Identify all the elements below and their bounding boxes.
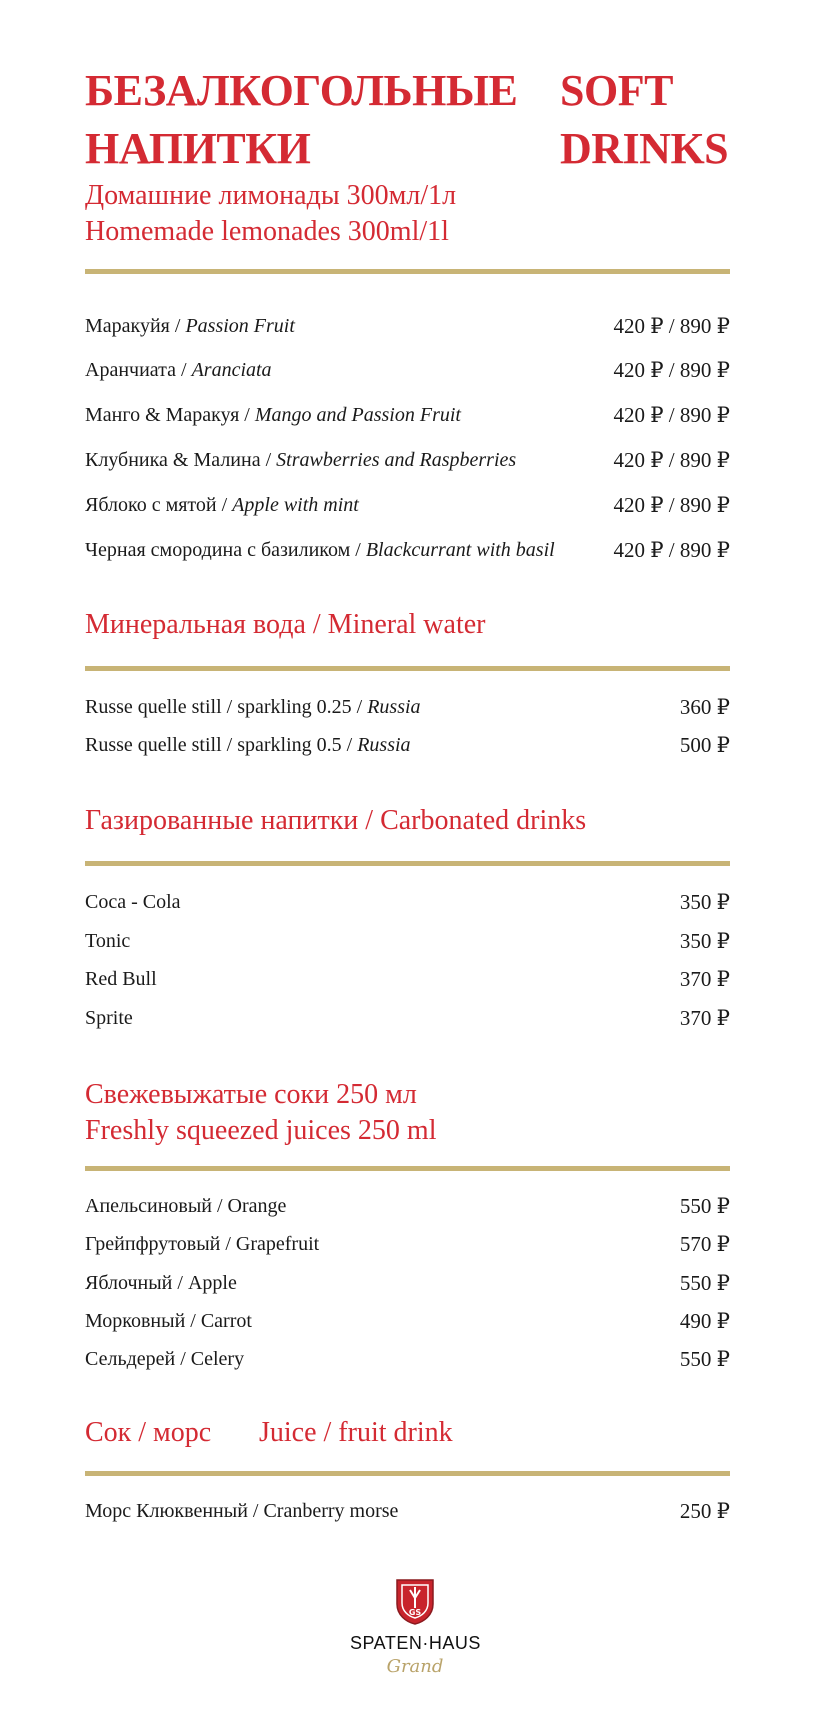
item-price: 550 ₽: [679, 1271, 730, 1295]
brand-name: SPATEN·HAUS: [350, 1633, 481, 1653]
juices-heading: [85, 1077, 436, 1149]
item-name: Морс Клюквенный / Cranberry morse: [85, 1500, 399, 1522]
item-price: 420 ₽ / 890 ₽: [613, 403, 730, 427]
carbonated-heading: [85, 803, 586, 839]
item-price: 420 ₽ / 890 ₽: [613, 538, 730, 562]
menu-item: [85, 445, 730, 475]
item-price: 570 ₽: [679, 1232, 730, 1256]
menu-item: [85, 490, 730, 520]
carbonated-heading-text: Газированные напитки / Carbonated drinks: [85, 805, 587, 836]
menu-item: [85, 1344, 730, 1374]
item-name: Аранчиата /: [85, 359, 192, 381]
item-name: Red Bull: [85, 968, 157, 990]
title-ru-line1: БЕЗАЛКОГОЛЬНЫЕ: [85, 66, 518, 115]
juices-heading-ru: Свежевыжатые соки 250 мл: [85, 1079, 417, 1110]
item-price: 500 ₽: [679, 733, 730, 757]
item-price: 420 ₽ / 890 ₽: [613, 314, 730, 338]
item-price: 250 ₽: [679, 1499, 730, 1523]
item-price: 420 ₽ / 890 ₽: [613, 358, 730, 382]
item-price: 370 ₽: [679, 1006, 730, 1030]
title-ru: [85, 62, 517, 178]
item-price: 490 ₽: [679, 1309, 730, 1333]
item-name: Яблоко с мятой /: [85, 494, 233, 516]
menu-item: [85, 400, 730, 430]
item-name-en: Russia: [357, 734, 411, 756]
item-name-en: Mango and Passion Fruit: [254, 404, 461, 426]
item-name: Клубника & Малина /: [85, 449, 277, 471]
item-name: Tonic: [85, 930, 131, 952]
item-price: 350 ₽: [679, 890, 730, 914]
menu-item: [85, 355, 730, 385]
emblem-letters: GS: [408, 1608, 422, 1617]
brand-sub: Grand: [386, 1656, 444, 1677]
item-name-en: Russia: [367, 696, 421, 718]
item-name: Маракуйя /: [85, 315, 186, 337]
menu-item: [85, 1229, 730, 1259]
mineral-heading: [85, 607, 486, 643]
item-price: 360 ₽: [679, 695, 730, 719]
section-divider: [85, 269, 730, 274]
item-name: Манго & Маракуя /: [85, 404, 255, 426]
lemonades-heading-en: Homemade lemonades 300ml/1l: [85, 216, 449, 247]
title-en: [560, 62, 728, 178]
title-en-line1: SOFT: [560, 66, 673, 115]
mineral-heading-text: Минеральная вода / Mineral water: [85, 609, 486, 640]
item-price: 550 ₽: [679, 1347, 730, 1371]
item-name-en: Strawberries and Raspberries: [276, 449, 517, 471]
juices-heading-en: Freshly squeezed juices 250 ml: [85, 1115, 437, 1146]
item-name: Russe quelle still / sparkling 0.25 /: [85, 696, 368, 718]
item-price: 420 ₽ / 890 ₽: [613, 493, 730, 517]
fruit-drink-heading-ru: Сок / морс: [85, 1417, 212, 1448]
item-name-en: Aranciata: [191, 359, 272, 381]
item-price: 370 ₽: [679, 967, 730, 991]
lemonades-heading-ru: Домашние лимонады 300мл/1л: [85, 180, 457, 211]
item-price: 550 ₽: [679, 1194, 730, 1218]
menu-item: [85, 730, 730, 760]
item-name-en: Apple with mint: [232, 494, 359, 516]
item-name: Сельдерей / Celery: [85, 1348, 245, 1370]
item-name-en: Passion Fruit: [185, 315, 295, 337]
item-name: Coca - Cola: [85, 891, 181, 913]
section-divider: [85, 666, 730, 671]
menu-item: [85, 1191, 730, 1221]
section-divider: [85, 1166, 730, 1171]
item-name-en: Blackcurrant with basil: [365, 539, 555, 561]
item-name: Морковный / Carrot: [85, 1310, 252, 1332]
item-name: Russe quelle still / sparkling 0.5 /: [85, 734, 358, 756]
spaten-haus-logo: [350, 1578, 480, 1703]
menu-item: [85, 1496, 730, 1526]
menu-item: [85, 1268, 730, 1298]
title-ru-line2: НАПИТКИ: [85, 124, 311, 173]
menu-item: [85, 964, 730, 994]
menu-item: [85, 311, 730, 341]
item-name: Грейпфрутовый / Grapefruit: [85, 1233, 320, 1255]
item-price: 420 ₽ / 890 ₽: [613, 448, 730, 472]
section-divider: [85, 861, 730, 866]
menu-item: [85, 1003, 730, 1033]
menu-item: [85, 1306, 730, 1336]
item-name: Sprite: [85, 1007, 133, 1029]
item-name: Яблочный / Apple: [85, 1272, 237, 1294]
menu-item: [85, 887, 730, 917]
item-price: 350 ₽: [679, 929, 730, 953]
fruit-drink-heading-en: Juice / fruit drink: [259, 1417, 453, 1448]
menu-item: [85, 692, 730, 722]
title-en-line2: DRINKS: [560, 124, 729, 173]
section-divider: [85, 1471, 730, 1476]
menu-item: [85, 926, 730, 956]
lemonades-heading: [85, 178, 456, 250]
shield-emblem-icon: [395, 1578, 435, 1626]
item-name: Апельсиновый / Orange: [85, 1195, 287, 1217]
item-name: Черная смородина с базиликом /: [85, 539, 366, 561]
menu-item: [85, 535, 730, 565]
